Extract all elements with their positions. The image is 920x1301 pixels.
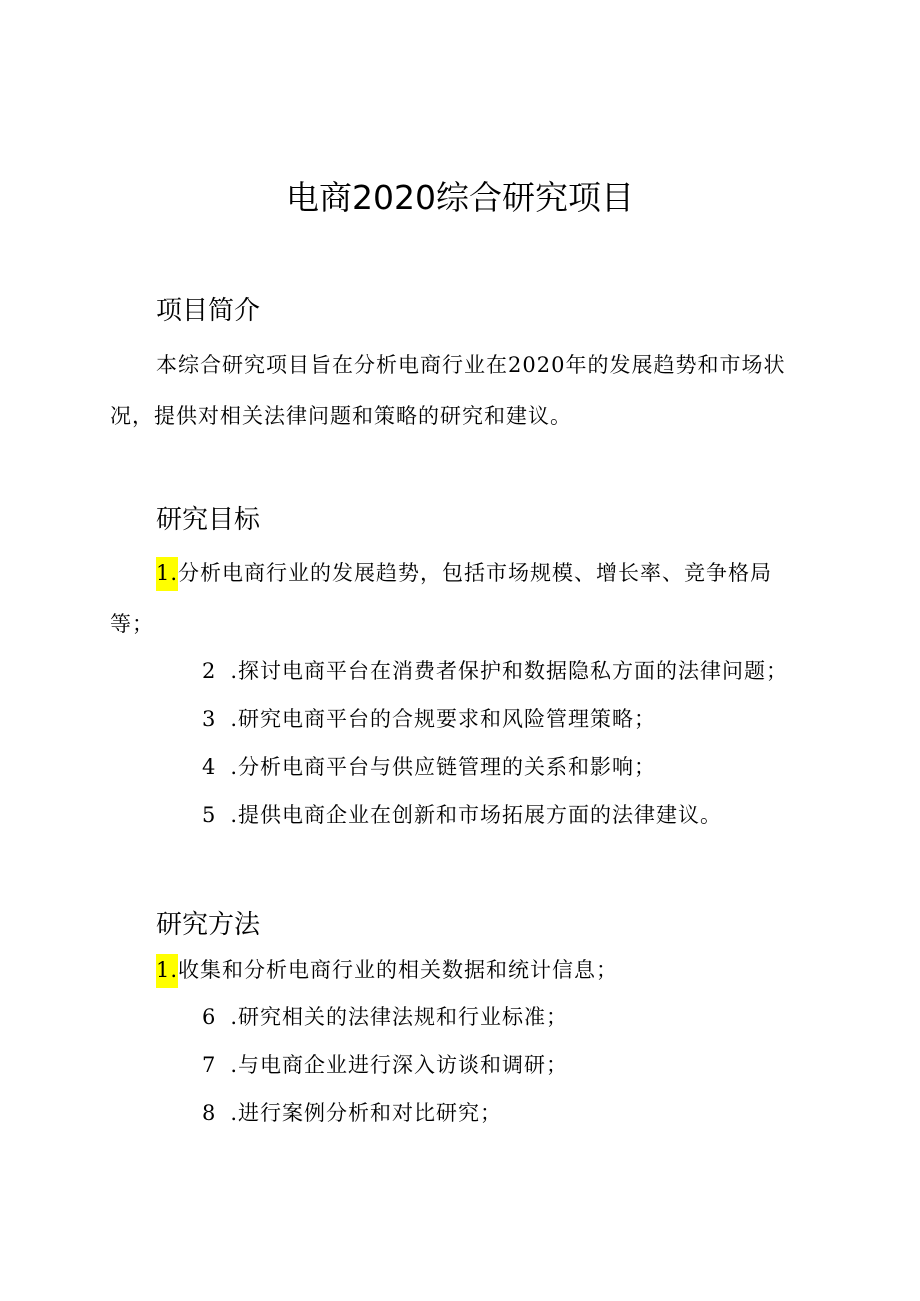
intro-heading: 项目简介 [156,296,261,326]
method-item-1-text: 收集和分析电商行业的相关数据和统计信息； [178,958,619,982]
method-item-4-text: .进行案例分析和对比研究； [230,1101,503,1125]
method-item-1 [110,945,810,996]
goal-item-1 [110,548,810,650]
method-item-1-number: 1. [156,954,178,988]
goal-item-2-number: 2 [202,659,217,683]
goal-item-3-number: 3 [202,707,217,731]
goal-item-1-text: 分析电商行业的发展趋势，包括市场规模、增长率、竞争格局等； [110,561,773,636]
method-item-4 [110,1088,810,1139]
goal-item-3 [110,694,810,745]
goal-item-5 [110,790,810,841]
intro-paragraph: 本综合研究项目旨在分析电商行业在2020年的发展趋势和市场状况，提供对相关法律问题和策略的研究和建议。 [110,353,786,428]
goal-item-3-text: .研究电商平台的合规要求和风险管理策略； [230,707,657,731]
method-item-2-text: .研究相关的法律法规和行业标准； [230,1005,569,1029]
methods-heading: 研究方法 [156,910,261,940]
goal-item-4-text: .分析电商平台与供应链管理的关系和影响； [230,755,657,779]
method-item-4-number: 8 [202,1101,217,1125]
goal-item-4 [110,742,810,793]
method-item-3 [110,1040,810,1091]
method-item-2 [110,992,810,1043]
goal-item-4-number: 4 [202,755,217,779]
document-title: 电商2020综合研究项目 [286,178,634,217]
goal-item-2-text: .探讨电商平台在消费者保护和数据隐私方面的法律问题； [230,659,789,683]
goal-item-2 [110,646,810,697]
method-item-3-text: .与电商企业进行深入访谈和调研； [230,1053,569,1077]
method-item-3-number: 7 [202,1053,217,1077]
method-item-2-number: 6 [202,1005,217,1029]
goal-item-5-number: 5 [202,803,217,827]
goal-item-1-number: 1. [156,557,178,591]
goals-heading: 研究目标 [156,505,261,535]
goal-item-5-text: .提供电商企业在创新和市场拓展方面的法律建议。 [230,803,723,827]
